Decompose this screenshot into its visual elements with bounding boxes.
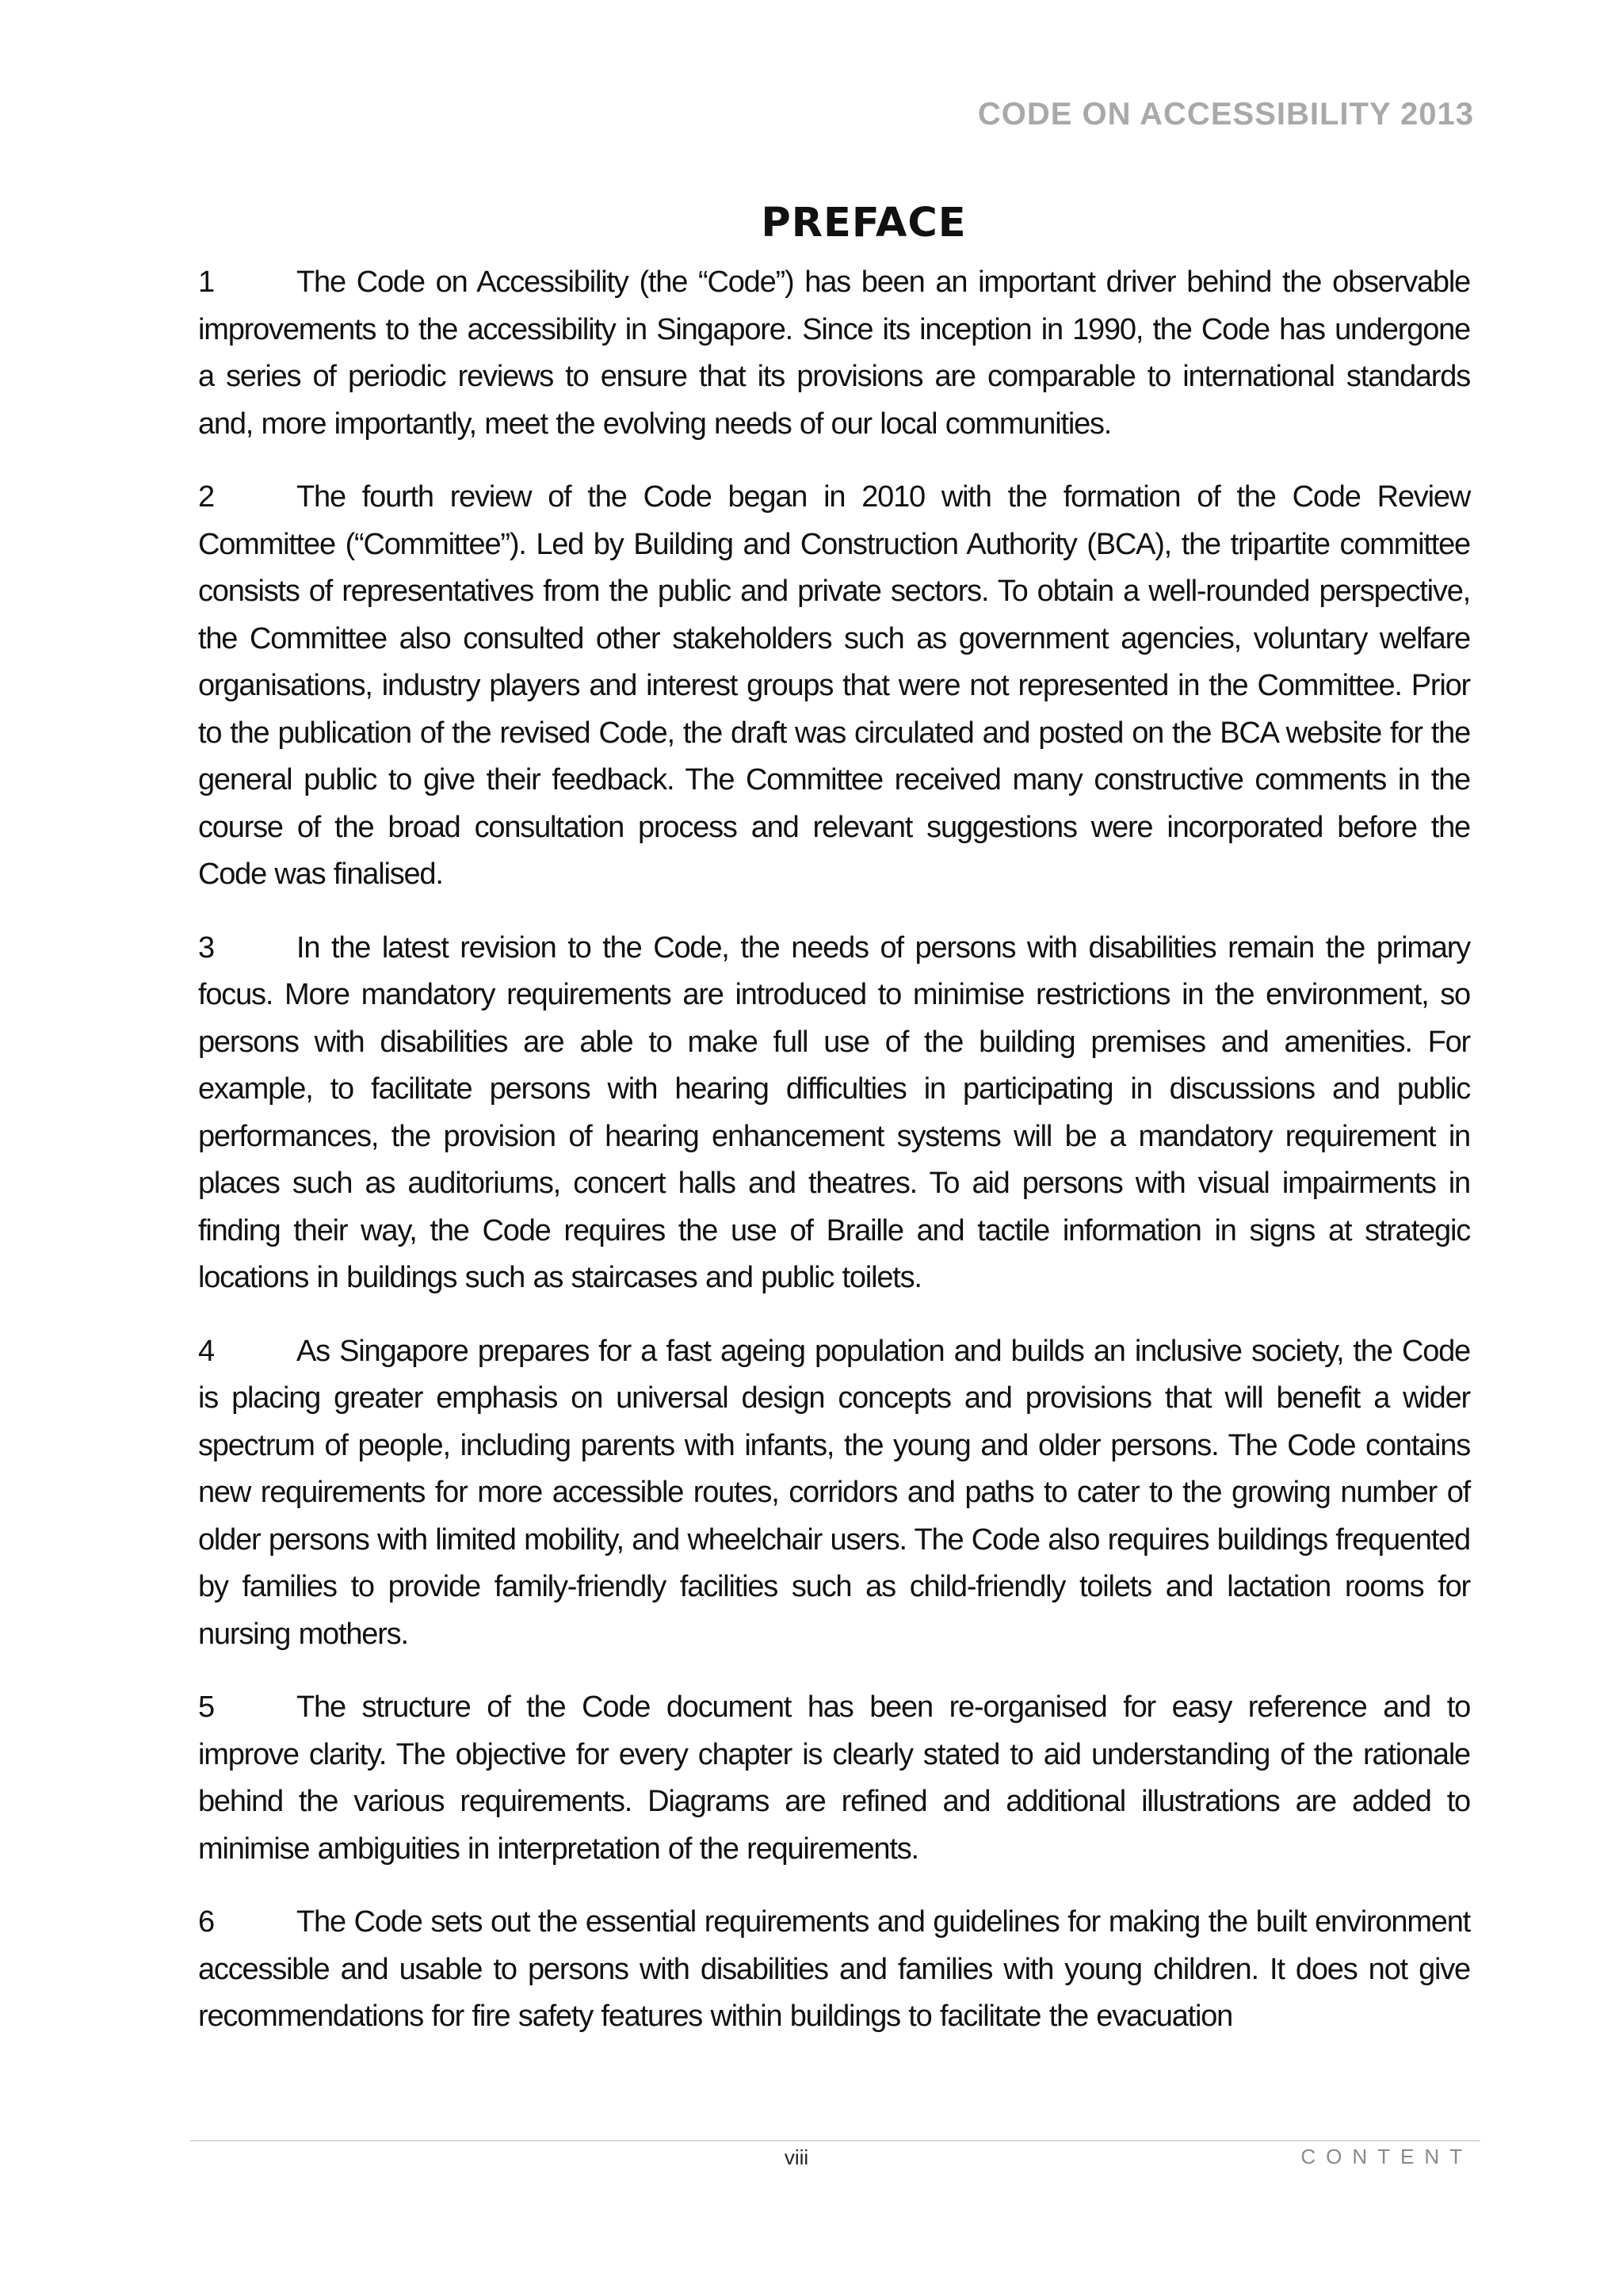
paragraph-number: 2: [198, 480, 214, 514]
paragraph-number: 4: [198, 1334, 214, 1368]
paragraph-text: In the latest revision to the Code, the needs of persons with disabilities remain the primary focus. More mandatory requirements are introduced to minimise restrictions in the environment, so persons with disabilities are able to make full use of the building premises and amenities. For example, to facilitate persons with hearing difficulties in participating in discussions and public performances, the provision of hearing enhancement systems will be a mandatory requirement in places such as auditoriums, concert halls and theatres. To aid persons with visual impairments in finding their way, the Code requires the use of Braille and tactile information in signs at strategic locations in buildings such as staircases and public toilets.: [198, 930, 1470, 1294]
paragraph-4: [198, 1328, 1470, 1659]
paragraph-1: [198, 259, 1470, 448]
running-header-title: CODE ON ACCESSIBILITY 2013: [977, 97, 1474, 132]
page-title: PREFACE: [761, 200, 967, 247]
paragraph-text: The structure of the Code document has been re-organised for easy reference and to improve clarity. The objective for every chapter is clearly stated to aid understanding of the rationale behind the various requirements. Diagrams are refined and additional illustrations are added to minimise ambiguities in interpretation of the requirements.: [198, 1690, 1470, 1866]
paragraph-number: 5: [198, 1690, 214, 1724]
paragraph-2: [198, 474, 1470, 899]
paragraph-text: The Code on Accessibility (the “Code”) has been an important driver behind the observable improvements to the accessibility in Singapore. Since its inception in 1990, the Code has undergone a series of periodic reviews to ensure that its provisions are comparable to international standards and, more importantly, meet the evolving needs of our local communities.: [198, 266, 1470, 441]
preface-body: [198, 259, 1470, 2067]
paragraph-text: As Singapore prepares for a fast ageing population and builds an inclusive society, the Code is placing greater emphasis on universal design concepts and provisions that will benefit a wider spectrum of people, including parents with infants, the young and older persons. The Code contains new requirements for more accessible routes, corridors and paths to cater to the growing number of older persons with limited mobility, and wheelchair users. The Code also requires buildings frequented by families to provide family-friendly facilities such as child-friendly toilets and lactation rooms for nursing mothers.: [198, 1334, 1470, 1651]
paragraph-6: [198, 1899, 1470, 2041]
paragraph-number: 6: [198, 1905, 214, 1939]
paragraph-text: The fourth review of the Code began in 2010 with the formation of the Code Review Committee (“Committee”). Led by Building and Construction Authority (BCA), the tripartite committee consists of representatives from the public and private sectors. To obtain a well-rounded perspective, the Committee also consulted other stakeholders such as government agencies, voluntary welfare organisations, industry players and interest groups that were not represented in the Committee. Prior to the publication of the revised Code, the draft was circulated and posted on the BCA website for the general public to give their feedback. The Committee received many constructive comments in the course of the broad consultation process and relevant suggestions were incorporated before the Code was finalised.: [198, 480, 1470, 891]
content-link[interactable]: CONTENT: [1300, 2145, 1472, 2168]
paragraph-5: [198, 1684, 1470, 1873]
paragraph-text: The Code sets out the essential requirements and guidelines for making the built environment accessible and usable to persons with disabilities and families with young children. It does not give recommendations for fire safety features within buildings to facilitate the evacuation: [198, 1905, 1470, 2033]
footer-divider: [190, 2140, 1480, 2141]
paragraph-number: 3: [198, 930, 214, 965]
page-number: viii: [784, 2145, 809, 2169]
paragraph-3: [198, 925, 1470, 1302]
paragraph-number: 1: [198, 266, 214, 299]
